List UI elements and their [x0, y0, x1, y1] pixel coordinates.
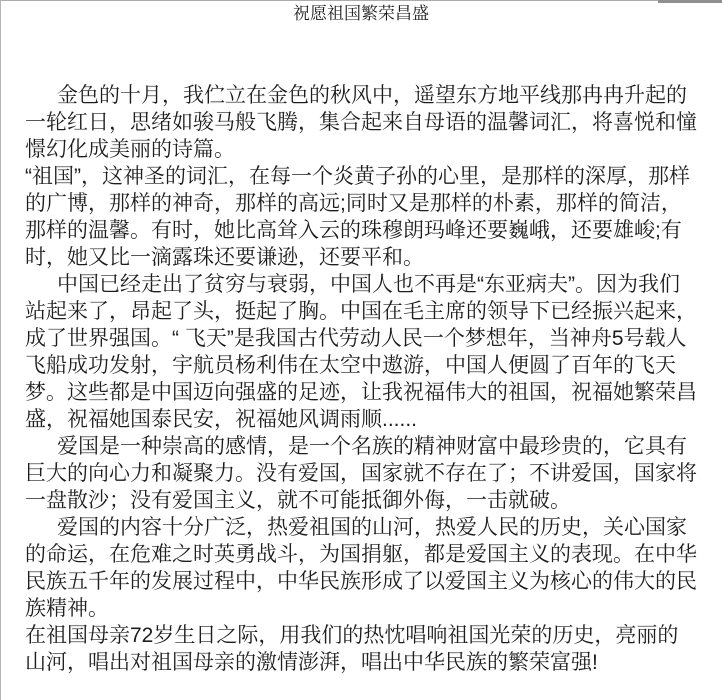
paragraph: “祖国”，这神圣的词汇，在每一个炎黄子孙的心里，是那样的深厚，那样的广博，那样的神奇，那样的高远;同时又是那样的朴素，那样的简洁，那样的温馨。有时，她比高耸入云的珠穆朗玛峰还要巍峨，还要雄峻;有时，她又比一滴露珠还要谦逊，还要平和。	[25, 165, 690, 269]
paragraph: 爱国是一种崇高的感情，是一个名族的精神财富中最珍贵的，它具有巨大的向心力和凝聚力。没有爱国，国家就不存在了；不讲爱国，国家将一盘散沙；没有爱国主义，就不可能抵御外侮，一击就破。	[25, 435, 697, 512]
paragraph: 中国已经走出了贫穷与衰弱，中国人也不再是“东亚病夫”。因为我们站起来了，昂起了头，挺起了胸。中国在毛主席的领导下已经振兴起来，成了世界强国。“ 飞天”是我国古代劳动人民一个梦想年，当神舟5号载人飞船成功发射，宇航员杨利伟在太空中遨游，中国人便圆了百年的飞天梦。这些都是中国迈向强盛的足迹，让我祝福伟大的祖国，祝福她繁荣昌盛，祝福她国泰民安，祝福她风调雨顺......	[25, 273, 697, 431]
paragraph: 金色的十月，我伫立在金色的秋风中，遥望东方地平线那冉冉升起的一轮红日，思绪如骏马般飞腾，集合起来自母语的温馨词汇，将喜悦和憧憬幻化成美丽的诗篇。	[25, 84, 697, 161]
document-body	[25, 82, 699, 676]
paragraph: 爱国的内容十分广泛，热爱祖国的山河，热爱人民的历史，关心国家的命运，在危难之时英勇战斗，为国捐躯，都是爱国主义的表现。在中华民族五千年的发展过程中，中华民族形成了以爱国主义为核心的伟大的民族精神。	[25, 516, 697, 620]
page-title: 祝愿祖国繁荣昌盛	[293, 4, 429, 23]
paragraph: 在祖国母亲72岁生日之际，用我们的热忱唱响祖国光荣的历史，亮丽的山河，唱出对祖国母亲的激情澎湃，唱出中华民族的繁荣富强!	[25, 624, 679, 674]
